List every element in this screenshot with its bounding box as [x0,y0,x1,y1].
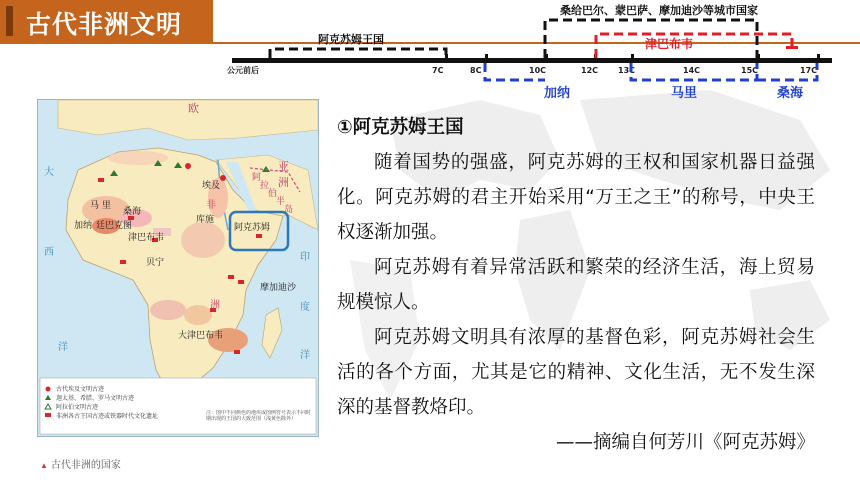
map-label-egypt: 埃及 [202,181,221,191]
map-note: 注：图中不同颜色的地块或图例符号表示不同时期出现的王国的大致范围（浅黄色除外） [206,410,312,422]
aksum-span [270,49,446,58]
map-label-africa: 非 [206,200,216,211]
site-marker [228,275,234,279]
tick-mark [445,54,448,62]
page-title: 古代非洲文明 [26,11,183,39]
article-paragraph: 阿克苏姆文明具有浓厚的基督色彩，阿克苏姆社会生活的各个方面，尤其是它的精神、文化生活，无不发生深深的基督教烙印。 [337,327,815,418]
madagascar-land [262,308,282,358]
map-label-aksum: 阿克苏姆 [234,223,271,233]
region-great-lakes [184,305,212,325]
map-label-arabia: 岛 [284,205,294,215]
zimbabwe-label: 津巴布韦 [645,37,694,51]
site-marker [220,175,226,181]
aksum-label: 阿克苏姆王国 [318,33,384,46]
site-marker [185,163,191,169]
site-marker [120,260,126,264]
article-heading: ①阿克苏姆王国 [337,117,464,138]
article [337,110,815,460]
africa-map [37,99,319,437]
article-paragraph: 随着国势的强盛，阿克苏姆的王权和国家机器日益强化。阿克苏姆的君主开始采用“万王之王”的称号，中央王权逐渐加强。 [337,152,815,243]
tick-mark [485,54,488,62]
site-marker [98,178,104,182]
tick-label: 15C [741,66,759,75]
map-label-ocean: 大 [44,167,54,178]
zimbabwe-span [596,34,792,58]
map-label-ocean: 度 [300,302,310,313]
tick-label: 10C [529,66,547,75]
article-source: ——摘编自何芳川《阿克苏姆》 [555,432,815,453]
site-marker [256,234,262,238]
tick-label: 8C [470,66,482,75]
map-label-zimbabwe-region: 津巴布韦 [128,233,165,243]
map-label-europe: 欧 [188,102,199,115]
map-label-great-zimbabwe: 大津巴布韦 [178,331,224,341]
map-label-arabia: 半 [276,197,286,207]
map-label-arabia: 拉 [260,181,270,191]
tick-label: 7C [432,66,444,75]
map-label-kush: 库施 [196,215,215,225]
ghana-label: 加纳 [544,86,571,101]
timeline [0,0,860,110]
map-label-asia: 亚 [278,160,289,173]
legend-label: 迦太基、希腊、罗马文明古迹 [56,395,135,402]
mali-label: 马里 [671,86,698,101]
site-marker [234,350,240,354]
songhai-label: 桑海 [777,86,804,101]
map-caption [40,456,121,471]
map-label-asia: 洲 [278,176,289,189]
legend-label: 非洲各古王国古迹或铁器时代文化遗址 [56,413,159,420]
map-label-arabia: 伯 [268,189,278,199]
tick-label: 17C [800,66,818,75]
map-label-ghana: 加纳 [74,221,93,231]
map-label-mogadishu: 摩加迪沙 [260,283,297,293]
region-central [181,222,225,258]
map-label-ocean: 印 [300,252,310,263]
legend-icon-egypt [46,387,51,392]
tick-mark [631,54,634,62]
map-label-africa: 洲 [210,300,220,311]
article-paragraph: 阿克苏姆有着异常活跃和繁荣的经济生活，海上贸易规模惊人。 [337,257,815,313]
map-label-benin: 贝宁 [146,258,165,268]
timeline-axis [232,58,832,63]
region-kongo [150,300,186,320]
map-label-songhai: 桑海 [123,207,142,217]
map-label-ocean: 西 [44,247,54,258]
tick-label: 公元前后 [227,66,259,75]
site-marker [238,280,244,284]
tick-mark [817,54,820,62]
legend-label: 阿拉伯文明古迹 [56,404,99,411]
map-label-ocean: 洋 [300,350,310,361]
tick-label: 12C [581,66,599,75]
map-caption-text: 古代非洲的国家 [50,460,121,471]
triangle-icon: ▲ [40,461,48,470]
legend-label: 古代埃及文明古迹 [56,386,105,393]
map-label-ocean: 洋 [58,342,68,353]
zimbabwe-end-mark [786,46,798,49]
tick-label: 14C [683,66,701,75]
map-label-mali: 马 里 [90,201,111,211]
swahili-label: 桑给巴尔、蒙巴萨、摩加迪沙等城市国家 [560,4,758,17]
africa-map-svg [38,100,318,436]
legend-icon-kingdoms [45,413,51,417]
map-label-arabia: 阿 [252,173,262,183]
map-label-kumbi: 廷巴克图 [96,221,133,231]
tick-label: 13C [618,66,636,75]
